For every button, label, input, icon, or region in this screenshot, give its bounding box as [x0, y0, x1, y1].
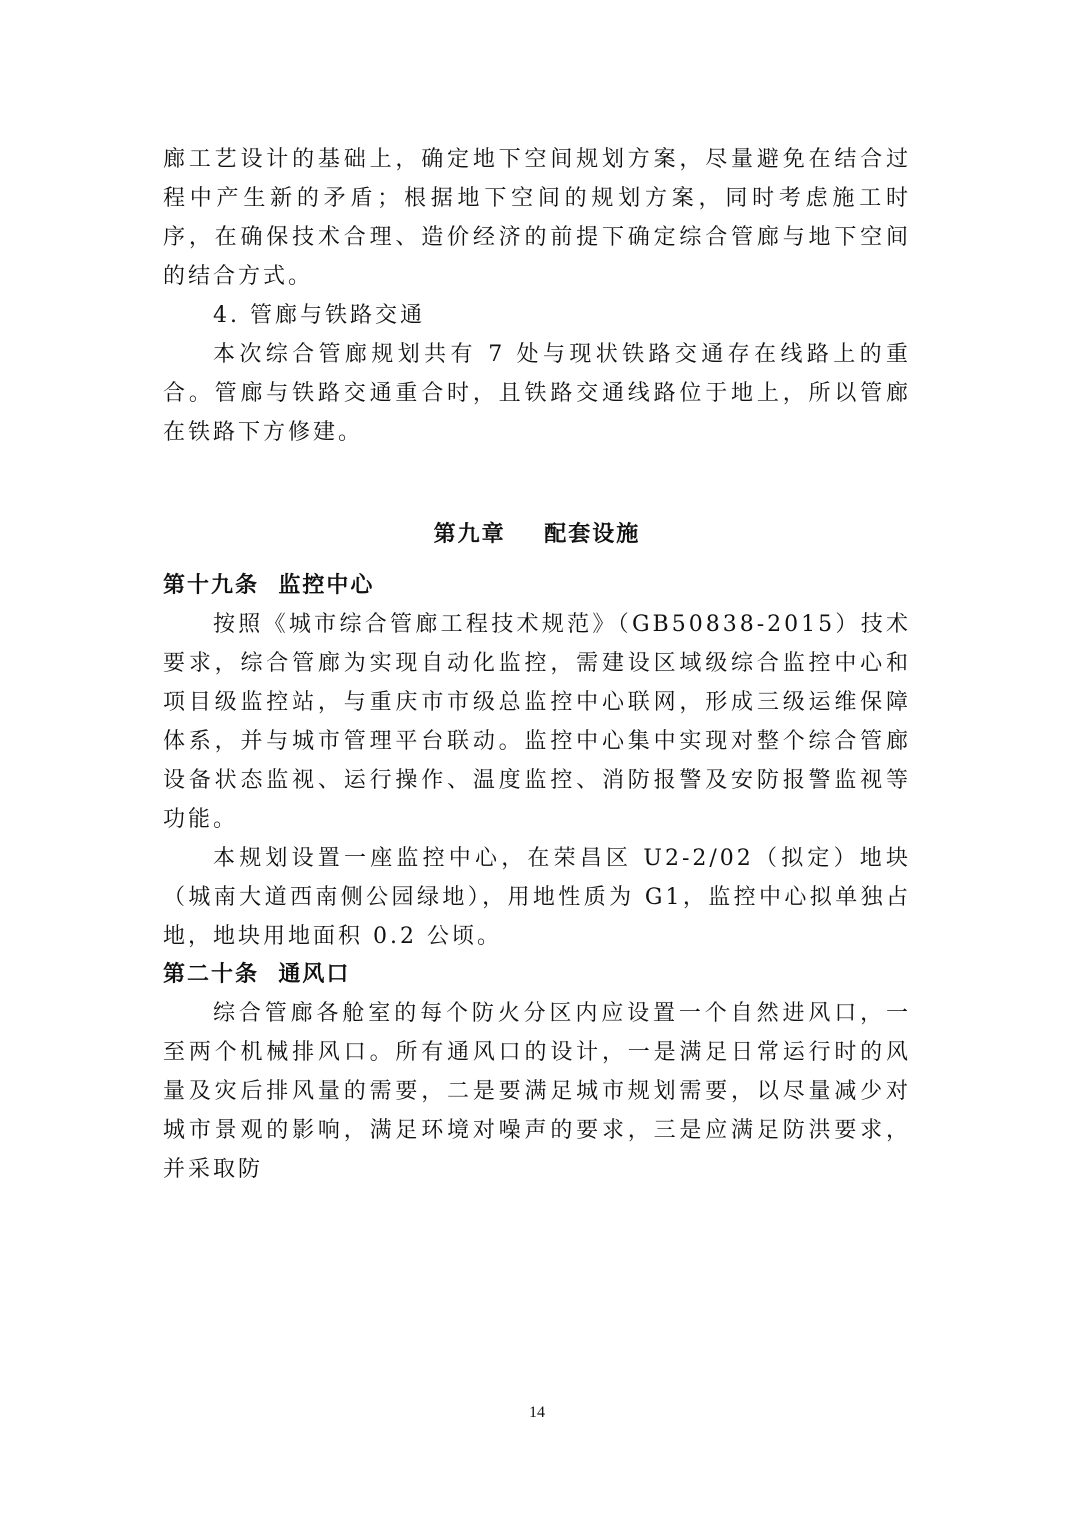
article-19-heading: 第十九条 监控中心 [163, 573, 375, 598]
subsection-heading: 4. 管廊与铁路交通 [213, 303, 425, 328]
article-20-paragraph: 综合管廊各舱室的每个防火分区内应设置一个自然进风口，一至两个机械排风口。所有通风口的设计，一是满足日常运行时的风量及灾后排风量的需要，二是要满足城市规划需要，以尽量减少对城市景观的影响，满足环境对噪声的要求，三是应满足防洪要求，并采取防 [163, 1001, 911, 1182]
page-number: 14 [529, 1404, 545, 1421]
page-content [163, 140, 911, 1189]
article-19-paragraph: 按照《城市综合管廊工程技术规范》（GB50838-2015）技术要求，综合管廊为实现自动化监控，需建设区域级综合监控中心和项目级监控站，与重庆市市级总监控中心联网，形成三级运维保障体系，并与城市管理平台联动。监控中心集中实现对整个综合管廊设备状态监视、运行操作、温度监控、消防报警及安防报警监视等功能。 [163, 612, 911, 832]
article-20-heading: 第二十条 通风口 [163, 962, 351, 987]
paragraph-continuation: 廊工艺设计的基础上，确定地下空间规划方案，尽量避免在结合过程中产生新的矛盾；根据地下空间的规划方案，同时考虑施工时序，在确保技术合理、造价经济的前提下确定综合管廊与地下空间的结合方式。 [163, 147, 911, 289]
paragraph-railway: 本次综合管廊规划共有 7 处与现状铁路交通存在线路上的重合。管廊与铁路交通重合时，且铁路交通线路位于地上，所以管廊在铁路下方修建。 [163, 342, 911, 445]
article-19-paragraph: 本规划设置一座监控中心，在荣昌区 U2-2/02（拟定）地块（城南大道西南侧公园绿地），用地性质为 G1，监控中心拟单独占地，地块用地面积 0.2 公顷。 [163, 846, 911, 949]
chapter-title: 第九章 配套设施 [433, 522, 641, 547]
